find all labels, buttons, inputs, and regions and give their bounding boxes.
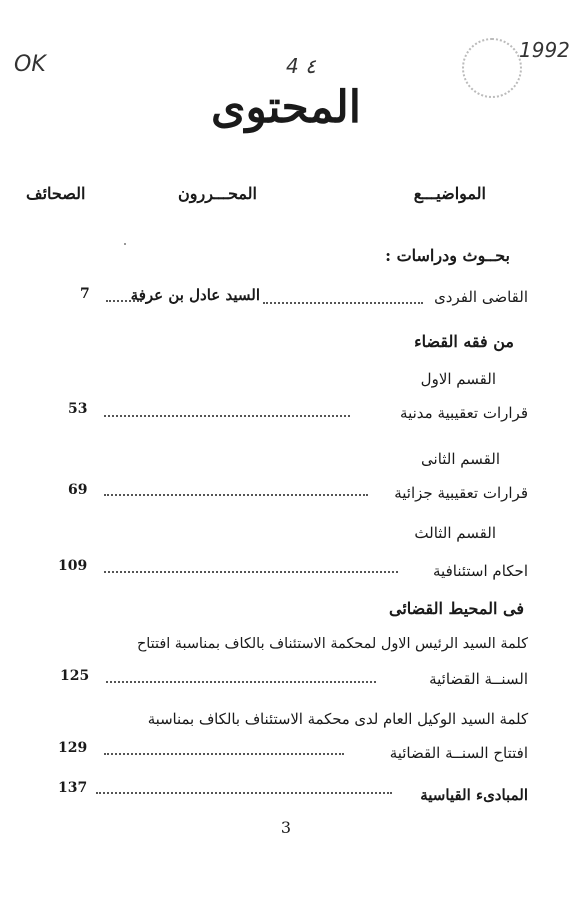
dot-leader [104, 494, 368, 496]
entry-page-number: 53 [68, 401, 88, 417]
entry-title-line1: كلمة السيد الوكيل العام لدى محكمة الاستئناف بالكاف بمناسبة [147, 711, 528, 728]
column-header-topics: المواضيـــع [413, 184, 486, 203]
part-heading: القسم الثانى [421, 450, 500, 468]
dot-leader [106, 681, 376, 683]
entry-page-number: 7 [80, 286, 90, 302]
handwritten-year: 1992 [519, 38, 570, 62]
entry-title: القاضى الفردى [434, 288, 528, 306]
entry-title-line1: كلمة السيد الرئيس الاول لمحكمة الاستئناف بالكاف بمناسبة افتتاح [137, 636, 528, 652]
entry-page-number: 69 [68, 482, 88, 498]
dot-leader [104, 753, 344, 755]
part-heading: القسم الاول [420, 370, 496, 388]
entry-page-number: 125 [60, 668, 90, 684]
dot-leader [106, 300, 142, 302]
section-judicial-environment: فى المحيط القضائى [389, 599, 524, 618]
entry-title: المبادىء القياسية [420, 786, 528, 804]
dot-leader [263, 302, 423, 304]
entry-page-number: 137 [58, 780, 88, 796]
column-header-pages: الصحائف [26, 184, 86, 203]
entry-page-number: 129 [58, 740, 88, 756]
entry-title-line2: افتتاح السنــة القضائية [389, 744, 528, 762]
entry-title: احكام استئنافية [433, 562, 528, 580]
dot-leader [104, 571, 398, 573]
section-jurisprudence: من فقه القضاء [414, 332, 514, 351]
entry-page-number: 109 [58, 558, 88, 574]
column-header-editors: المحـــررون [178, 184, 257, 203]
entry-author: السيد عادل بن عرفة [130, 286, 260, 304]
handwritten-ok: OK [14, 52, 46, 77]
handwritten-number: 4 ٤ [286, 54, 316, 78]
speck [124, 243, 126, 245]
entry-title: قرارات تعقيبية مدنية [400, 404, 528, 422]
page-title: المحتوى [211, 82, 361, 133]
part-heading: القسم الثالث [414, 524, 496, 542]
section-research: بحــوث ودراسات : [385, 246, 510, 265]
entry-title: قرارات تعقيبية جزائية [394, 484, 528, 502]
dot-leader [96, 792, 392, 794]
page-number: 3 [280, 818, 292, 837]
entry-title-line2: السنــة القضائية [429, 670, 528, 688]
dot-leader [104, 415, 350, 417]
